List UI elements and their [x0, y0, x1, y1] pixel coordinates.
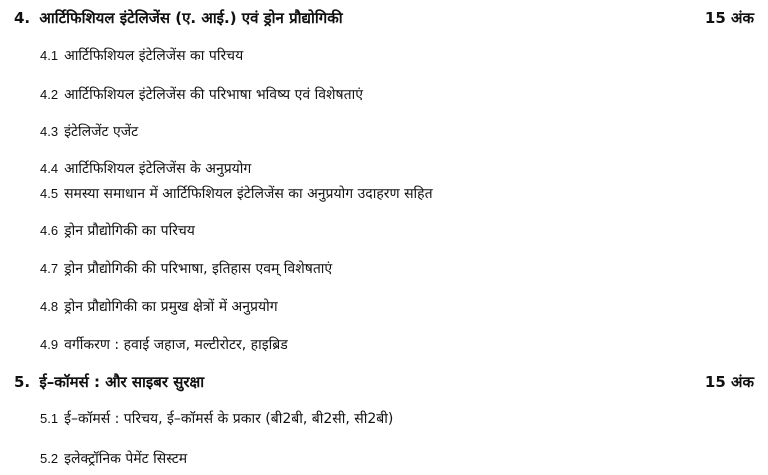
topic-item — [40, 46, 243, 66]
topic-text: समस्या समाधान में आर्टिफिशियल इंटेलिजेंस का अनुप्रयोग उदाहरण सहित — [64, 186, 433, 202]
section-marks: 15 अंक — [704, 9, 754, 27]
topic-number: 4.8 — [40, 299, 59, 314]
topic-item — [40, 409, 393, 429]
section-marks: 15 अंक — [704, 373, 754, 391]
topic-number: 4.5 — [40, 186, 59, 201]
topic-text: वर्गीकरण : हवाई जहाज, मल्टीरोटर, हाइब्रिड — [64, 337, 288, 353]
topic-item — [40, 297, 278, 317]
topic-item — [40, 449, 187, 469]
topic-text: आर्टिफिशियल इंटेलिजेंस के अनुप्रयोग — [64, 161, 252, 177]
topic-number: 4.7 — [40, 261, 59, 276]
topic-text: ड्रोन प्रौद्योगिकी का प्रमुख क्षेत्रों में अनुप्रयोग — [64, 299, 278, 315]
topic-number: 4.1 — [40, 48, 59, 63]
topic-text: इलेक्ट्रॉनिक पेमेंट सिस्टम — [64, 451, 188, 467]
section-title: आर्टिफिशियल इंटेलिजेंस (ए. आई.) एवं ड्रोन प्रौद्योगिकी — [39, 9, 343, 27]
topic-text: आर्टिफिशियल इंटेलिजेंस का परिचय — [64, 48, 244, 64]
topic-item — [40, 85, 363, 105]
topic-text: इंटेलिजेंट एजेंट — [64, 124, 139, 140]
section-title: ई–कॉमर्स : और साइबर सुरक्षा — [39, 373, 205, 391]
section-number: 5. — [14, 373, 31, 391]
topic-text: ई–कॉमर्स : परिचय, ई–कॉमर्स के प्रकार (बी2बी, बी2सी, सी2बी) — [64, 411, 394, 427]
topic-number: 4.4 — [40, 161, 59, 176]
topic-item — [40, 259, 332, 279]
topic-item — [40, 122, 138, 142]
topic-number: 5.1 — [40, 411, 59, 426]
topic-text: आर्टिफिशियल इंटेलिजेंस की परिभाषा भविष्य एवं विशेषताएं — [64, 87, 363, 103]
topic-text: ड्रोन प्रौद्योगिकी का परिचय — [64, 223, 195, 239]
topic-number: 4.3 — [40, 124, 59, 139]
topic-number: 4.9 — [40, 337, 59, 352]
section-number: 4. — [14, 9, 31, 27]
topic-item — [40, 159, 251, 179]
topic-item — [40, 221, 195, 241]
topic-text: ड्रोन प्रौद्योगिकी की परिभाषा, इतिहास एवम् विशेषताएं — [64, 261, 333, 277]
topic-item — [40, 184, 433, 204]
topic-item — [40, 335, 288, 355]
topic-number: 5.2 — [40, 451, 59, 466]
topic-number: 4.6 — [40, 223, 59, 238]
section-heading-4 — [14, 8, 754, 28]
section-heading-5 — [14, 372, 754, 392]
topic-number: 4.2 — [40, 87, 59, 102]
